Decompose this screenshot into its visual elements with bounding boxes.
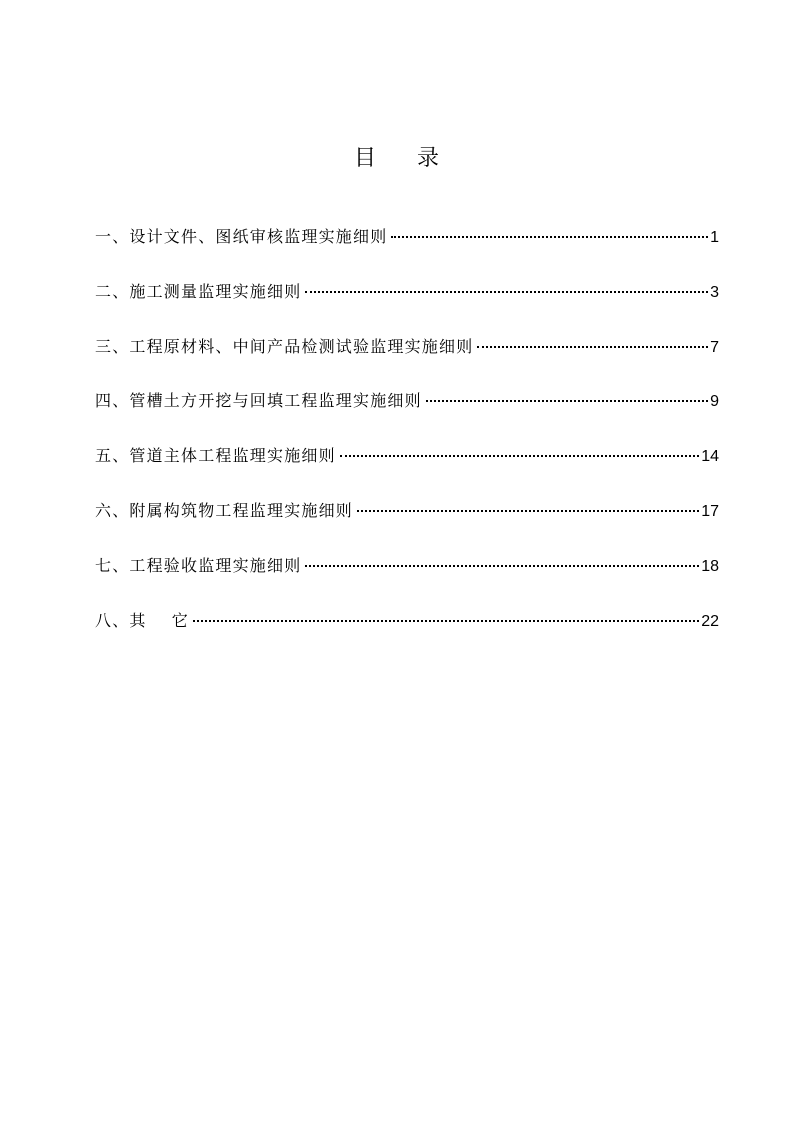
toc-entry-label: 六、附属构筑物工程监理实施细则 — [95, 500, 354, 520]
toc-entry-label: 四、管槽土方开挖与回填工程监理实施细则 — [95, 391, 422, 411]
toc-entry-page: 22 — [701, 612, 719, 630]
toc-entry[interactable] — [95, 336, 719, 391]
dot-leader — [340, 455, 699, 457]
toc-entry-label: 二、施工测量监理实施细则 — [95, 281, 302, 301]
toc-entry[interactable] — [95, 610, 719, 665]
toc-entry-page: 3 — [710, 283, 719, 301]
toc-entry-page: 9 — [710, 393, 719, 411]
toc-entry-label: 五、管道主体工程监理实施细则 — [95, 446, 336, 466]
toc-entry-label: 一、设计文件、图纸审核监理实施细则 — [95, 227, 388, 246]
dot-leader — [193, 620, 699, 622]
dot-leader — [391, 236, 708, 238]
toc-entry[interactable] — [95, 390, 719, 445]
toc-entry-page: 18 — [701, 557, 719, 575]
toc-title-part2: 录 — [417, 146, 441, 171]
toc-entry-label: 七、工程验收监理实施细则 — [95, 555, 302, 575]
toc-entry[interactable] — [95, 445, 719, 500]
dot-leader — [305, 565, 699, 567]
dot-leader — [477, 346, 708, 348]
dot-leader — [357, 510, 699, 512]
toc-entry-page: 17 — [701, 502, 719, 520]
toc-entry-label: 三、工程原材料、中间产品检测试验监理实施细则 — [95, 336, 474, 356]
toc-list — [95, 226, 719, 664]
toc-entry-page: 14 — [701, 448, 719, 466]
toc-entry-page: 7 — [710, 338, 719, 356]
toc-entry[interactable] — [95, 226, 719, 281]
toc-entry[interactable] — [95, 555, 719, 610]
dot-leader — [426, 400, 708, 402]
toc-entry-page: 1 — [710, 229, 719, 246]
toc-title-part1: 目 — [353, 146, 377, 171]
toc-entry[interactable] — [95, 281, 719, 336]
toc-entry[interactable] — [95, 500, 719, 555]
toc-title — [0, 146, 794, 172]
dot-leader — [305, 291, 708, 293]
toc-entry-label: 八、其 它 — [95, 610, 189, 630]
